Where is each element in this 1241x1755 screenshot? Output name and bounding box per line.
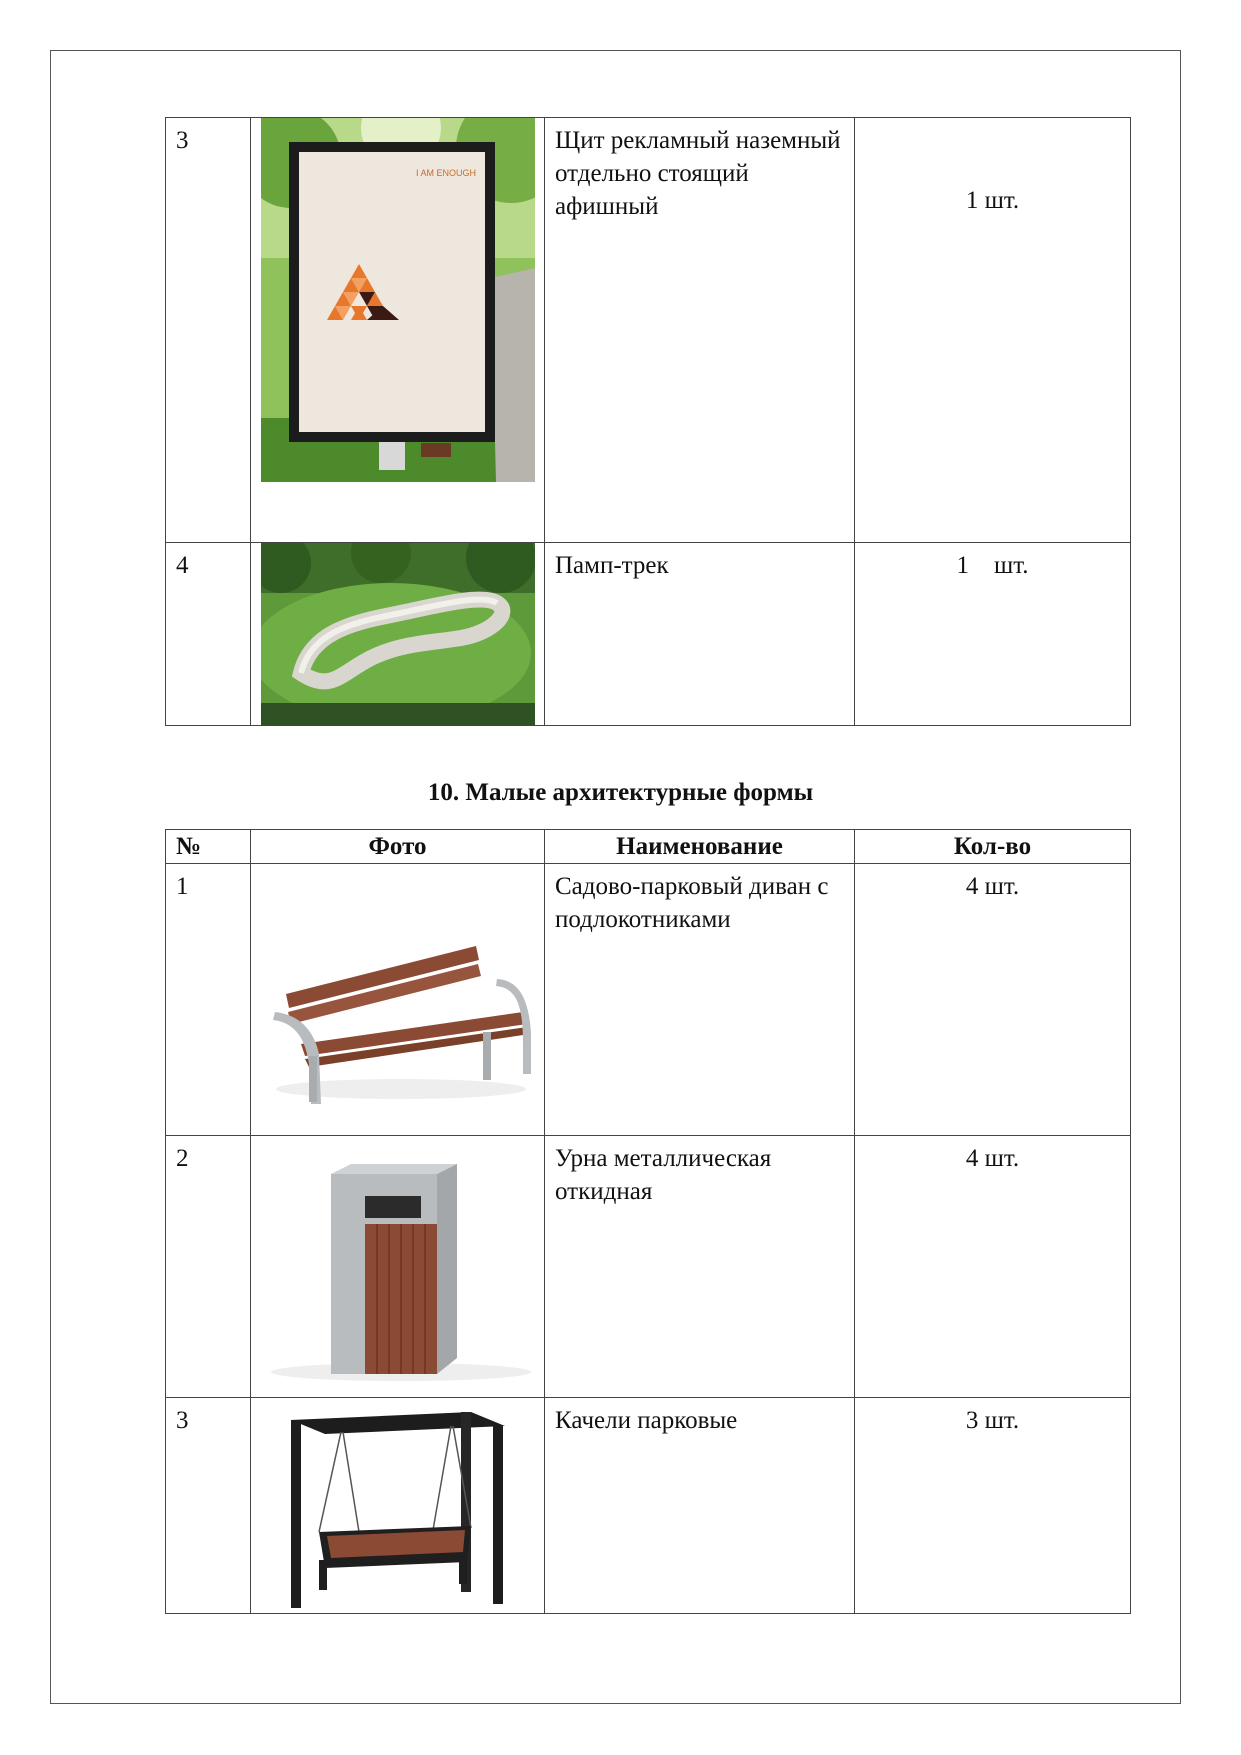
item-quantity: 1 шт. <box>855 543 1131 726</box>
photo-cell <box>251 118 545 543</box>
item-name: Памп-трек <box>545 543 855 726</box>
table-continued <box>165 117 1131 726</box>
table-row <box>166 1136 1131 1398</box>
row-number: 3 <box>166 1398 251 1614</box>
billboard-photo-icon <box>261 118 535 482</box>
item-name: Щит рекламный наземный отдельно стоящий афишный <box>545 118 855 543</box>
table-row <box>166 864 1131 1136</box>
swing-photo-icon <box>261 1402 535 1612</box>
row-number: 4 <box>166 543 251 726</box>
header-name: Наименование <box>545 830 855 864</box>
item-name: Садово-парковый диван с подлокотниками <box>545 864 855 1136</box>
small-architectural-forms-table <box>165 829 1131 1614</box>
item-name: Качели парковые <box>545 1398 855 1614</box>
photo-cell <box>251 1398 545 1614</box>
bench-photo-icon <box>261 904 535 1104</box>
item-quantity: 1 шт. <box>855 118 1131 543</box>
row-number: 1 <box>166 864 251 1136</box>
item-quantity: 4 шт. <box>855 864 1131 1136</box>
item-quantity: 3 шт. <box>855 1398 1131 1614</box>
photo-cell <box>251 1136 545 1398</box>
item-quantity: 4 шт. <box>855 1136 1131 1398</box>
trash-bin-photo-icon <box>261 1152 535 1382</box>
photo-cell <box>251 864 545 1136</box>
item-name: Урна металлическая откидная <box>545 1136 855 1398</box>
poster-text: I AM ENOUGH <box>415 168 476 178</box>
table-row <box>166 543 1131 726</box>
row-number: 3 <box>166 118 251 543</box>
table-header-row <box>166 830 1131 864</box>
pump-track-photo-icon <box>261 543 535 725</box>
row-number: 2 <box>166 1136 251 1398</box>
header-quantity: Кол-во <box>855 830 1131 864</box>
section-title: 10. Малые архитектурные формы <box>427 779 814 806</box>
header-photo: Фото <box>251 830 545 864</box>
table-row <box>166 1398 1131 1614</box>
photo-cell <box>251 543 545 726</box>
table-row <box>166 118 1131 543</box>
header-number: № <box>166 830 251 864</box>
